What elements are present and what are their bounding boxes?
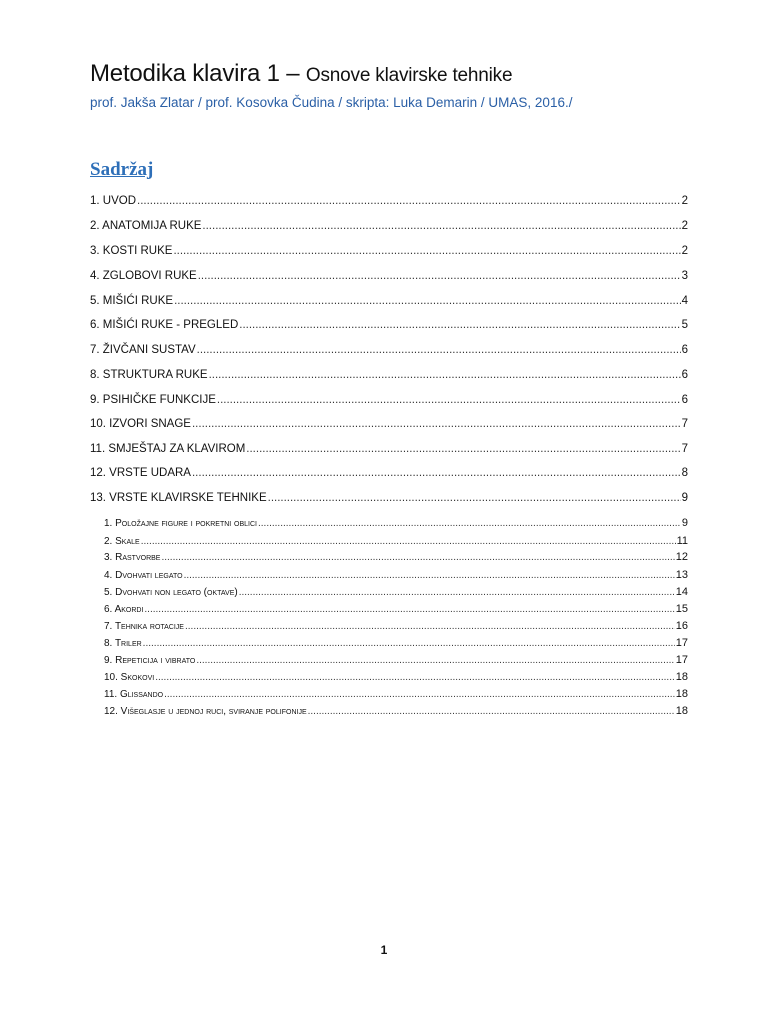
toc-entry-label: 3. KOSTI RUKE (90, 245, 173, 257)
toc-entry[interactable] (90, 344, 688, 356)
page-number: 1 (380, 943, 388, 957)
toc-entry-label: 10. IZVORI SNAGE (90, 418, 191, 430)
toc-entry-page: 6 (681, 394, 688, 406)
toc-entry-page: 7 (681, 418, 688, 430)
toc-subentry[interactable] (104, 688, 688, 700)
title-subtitle: Osnove klavirske tehnike (305, 65, 513, 86)
toc-subentry-label: 9. Repeticija i vibrato (104, 655, 196, 666)
author-byline: prof. Jakša Zlatar / prof. Kosovka Čudina / skripta: Luka Demarin / UMAS, 2016./ (90, 95, 573, 110)
toc-subentry-page: 16 (675, 620, 688, 632)
toc-leader-dots (192, 418, 681, 430)
toc-leader-dots (246, 443, 680, 455)
toc-entry[interactable] (90, 195, 688, 207)
toc-subentry[interactable] (104, 517, 688, 529)
toc-subentry[interactable] (104, 551, 688, 563)
toc-subentry[interactable] (104, 569, 688, 581)
toc-leader-dots (141, 536, 676, 547)
toc-subentry-label: 11. Glissando (104, 689, 164, 700)
toc-subentry-label: 3. Rastvorbe (104, 552, 161, 563)
toc-subentry-page: 13 (675, 569, 688, 581)
toc-entry[interactable] (90, 369, 688, 381)
toc-leader-dots (268, 492, 681, 504)
toc-entry-label: 5. MIŠIĆI RUKE (90, 295, 174, 307)
toc-subentry-page: 14 (675, 586, 688, 598)
toc-entry[interactable] (90, 270, 688, 282)
toc-leader-dots (308, 706, 675, 717)
toc-leader-dots (198, 270, 681, 282)
toc-entry[interactable] (90, 467, 688, 479)
toc-subentry-label: 12. Višeglasje u jednoj ruci, sviranje polifonije (104, 706, 307, 717)
toc-subentry-label: 4. Dvohvati legato (104, 570, 183, 581)
toc-leader-dots (161, 552, 674, 563)
toc-subentry-page: 18 (675, 671, 688, 683)
toc-subentry-page: 11 (676, 535, 688, 547)
toc-entry-label: 2. ANATOMIJA RUKE (90, 220, 202, 232)
toc-subentry-page: 9 (681, 517, 688, 529)
toc-entry-label: 8. STRUKTURA RUKE (90, 369, 208, 381)
toc-heading[interactable]: Sadržaj (90, 159, 154, 180)
toc-entry-page: 2 (681, 245, 688, 257)
toc-leader-dots (192, 467, 681, 479)
toc-leader-dots (184, 570, 675, 581)
toc-subentry-page: 17 (675, 654, 688, 666)
toc-leader-dots (196, 655, 674, 666)
toc-leader-dots (173, 245, 680, 257)
toc-leader-dots (174, 295, 681, 307)
toc-entry-label: 7. ŽIVČANI SUSTAV (90, 344, 196, 356)
toc-subentry[interactable] (104, 671, 688, 683)
toc-entry[interactable] (90, 295, 688, 307)
toc-entry-page: 8 (681, 467, 688, 479)
toc-leader-dots (217, 394, 681, 406)
toc-entry-page: 4 (681, 295, 688, 307)
toc-subentry[interactable] (104, 603, 688, 615)
toc-subentry[interactable] (104, 637, 688, 649)
toc-subentry-label: 10. Skokovi (104, 672, 155, 683)
toc-entry-label: 6. MIŠIĆI RUKE - PREGLED (90, 319, 239, 331)
toc-entry-page: 6 (681, 344, 688, 356)
toc-subentry-page: 18 (675, 688, 688, 700)
toc-entry[interactable] (90, 443, 688, 455)
toc-entry-page: 3 (681, 270, 688, 282)
toc-subentry[interactable] (104, 654, 688, 666)
toc-leader-dots (144, 604, 674, 615)
toc-entry-label: 13. VRSTE KLAVIRSKE TEHNIKE (90, 492, 267, 504)
toc-leader-dots (202, 220, 680, 232)
title-main: Metodika klavira 1 – (90, 60, 306, 87)
toc-subentry-page: 18 (675, 705, 688, 717)
toc-entry[interactable] (90, 492, 688, 504)
toc-leader-dots (164, 689, 675, 700)
toc-entry[interactable] (90, 418, 688, 430)
toc-leader-dots (155, 672, 675, 683)
toc-entry-page: 5 (681, 319, 688, 331)
toc-entry[interactable] (90, 319, 688, 331)
toc-subentry[interactable] (104, 705, 688, 717)
toc-entry-label: 1. UVOD (90, 195, 137, 207)
toc-leader-dots (239, 319, 680, 331)
toc-subentry-page: 12 (675, 551, 688, 563)
toc-leader-dots (185, 621, 675, 632)
toc-entry[interactable] (90, 245, 688, 257)
toc-subentry[interactable] (104, 620, 688, 632)
toc-entry-page: 2 (681, 195, 688, 207)
toc-entry-page: 6 (681, 369, 688, 381)
toc-subentry-page: 17 (675, 637, 688, 649)
toc-subentry[interactable] (104, 586, 688, 598)
document-title (90, 60, 512, 88)
toc-entry-label: 11. SMJEŠTAJ ZA KLAVIROM (90, 443, 246, 455)
toc-entry-label: 4. ZGLOBOVI RUKE (90, 270, 197, 282)
toc-leader-dots (209, 369, 681, 381)
toc-leader-dots (143, 638, 675, 649)
toc-entry-page: 7 (681, 443, 688, 455)
toc-entry-page: 2 (681, 220, 688, 232)
toc-leader-dots (258, 518, 681, 529)
toc-entry-label: 9. PSIHIČKE FUNKCIJE (90, 394, 216, 406)
toc-leader-dots (137, 195, 681, 207)
toc-entry-page: 9 (681, 492, 688, 504)
toc-entry-label: 12. VRSTE UDARA (90, 467, 191, 479)
toc-leader-dots (239, 587, 675, 598)
toc-subentry-label: 7. Tehnika rotacije (104, 621, 184, 632)
toc-subentry-label: 1. Položajne figure i pokretni oblici (104, 518, 257, 529)
toc-leader-dots (197, 344, 681, 356)
toc-subentry-label: 6. Akordi (104, 604, 144, 615)
toc-subentry[interactable] (104, 535, 688, 547)
toc-subentry-label: 8. Triler (104, 638, 142, 649)
toc-subentry-label: 2. Skale (104, 536, 140, 547)
toc-subentry-page: 15 (675, 603, 688, 615)
toc-subentry-label: 5. Dvohvati non legato (oktave) (104, 587, 238, 598)
toc-entry[interactable] (90, 394, 688, 406)
toc-entry[interactable] (90, 220, 688, 232)
